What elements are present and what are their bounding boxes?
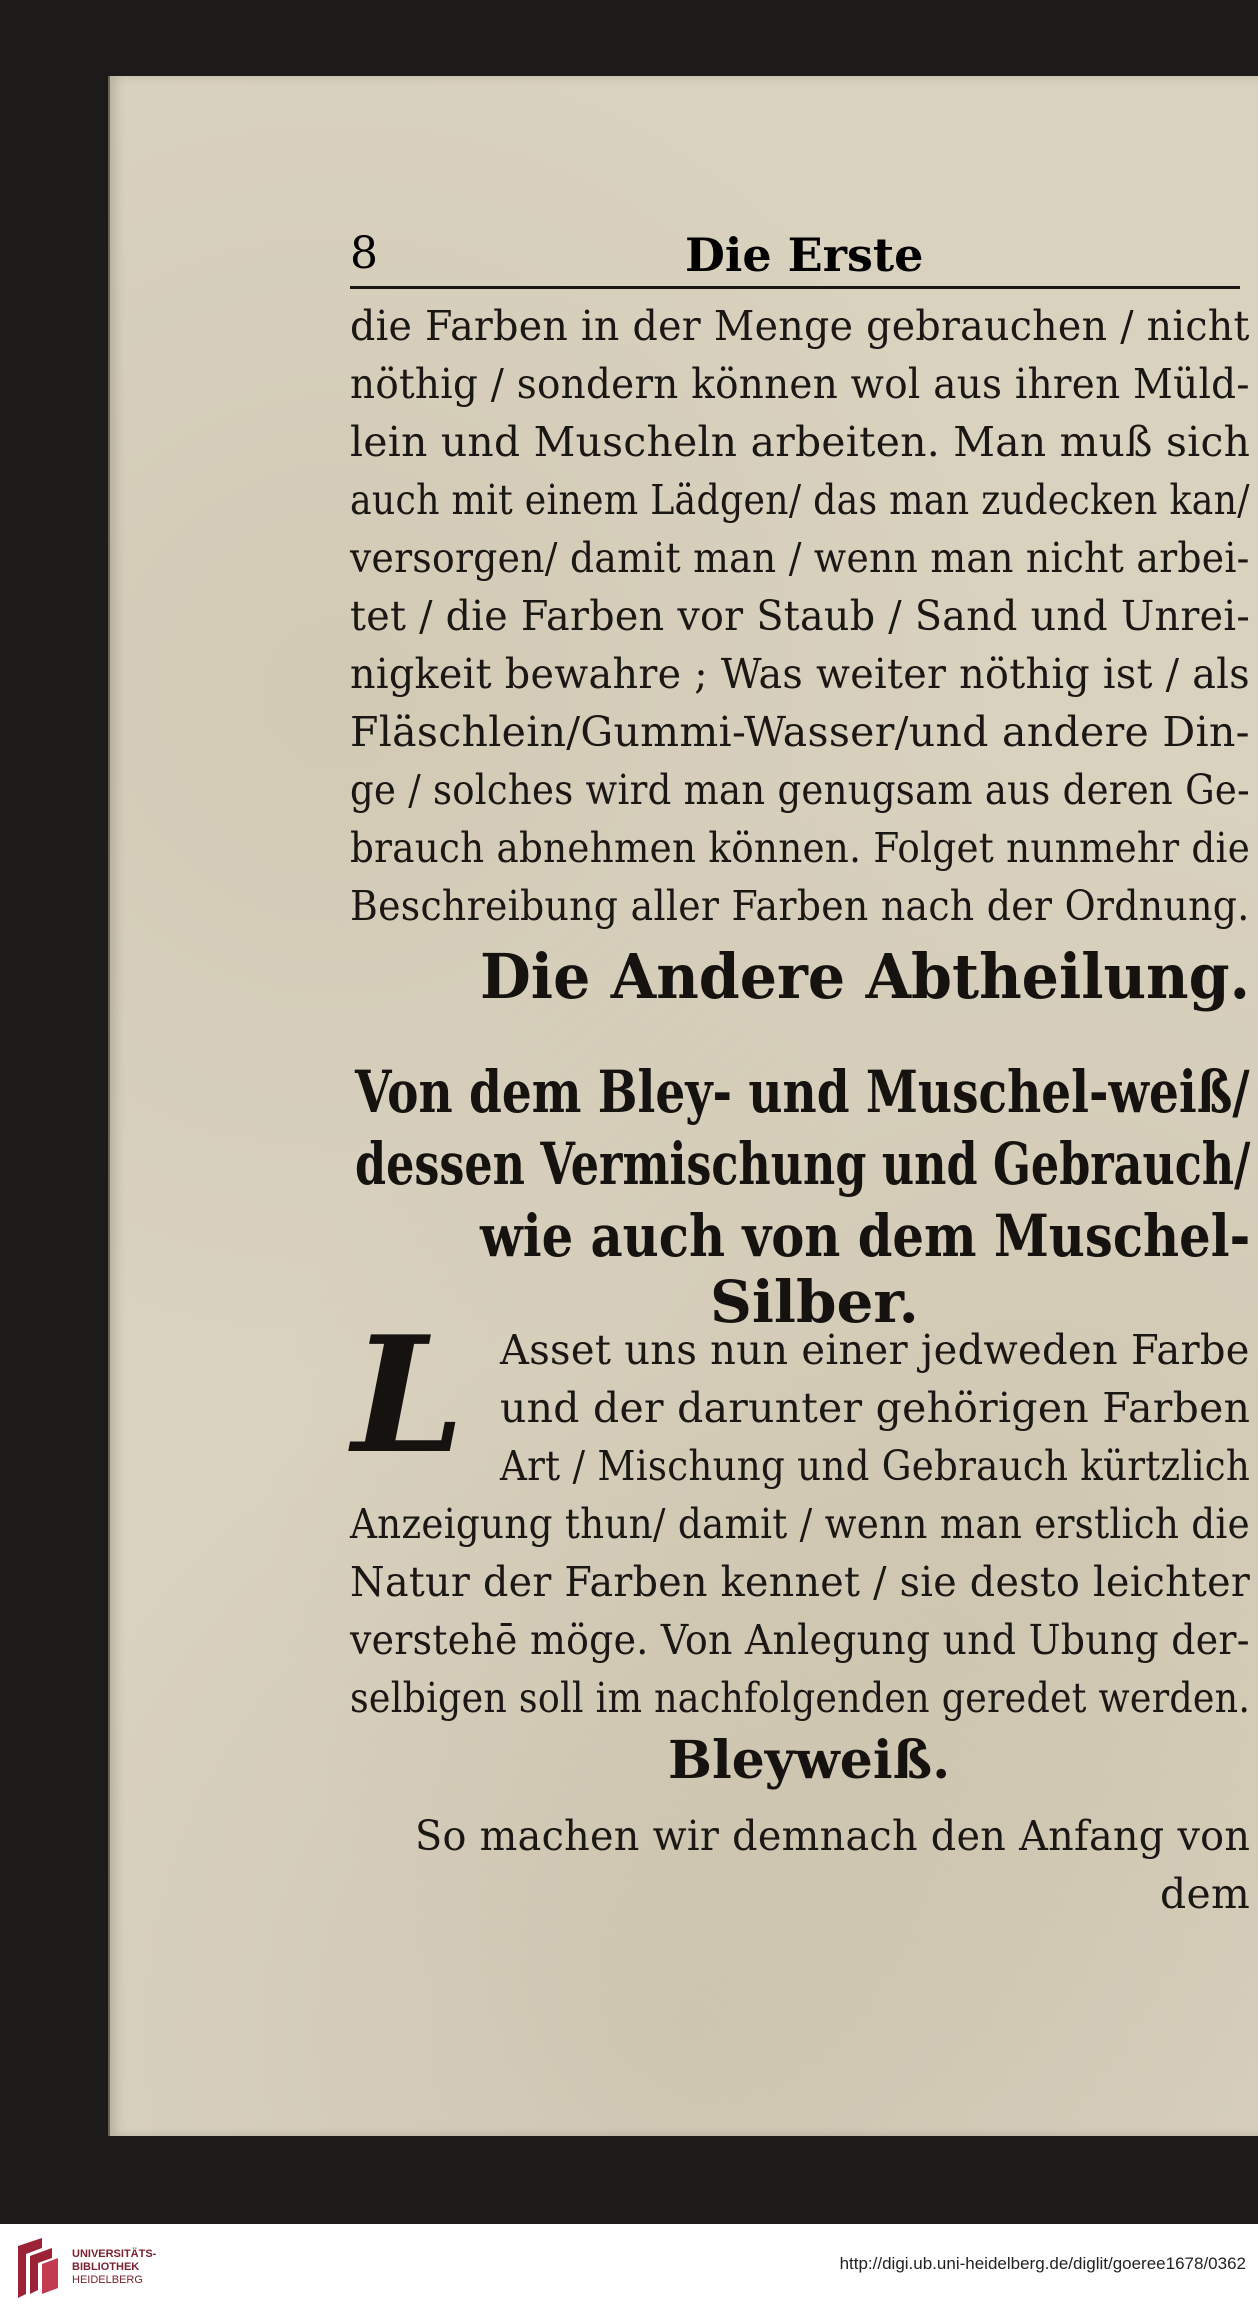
text-line: tet / die Farben vor Staub / Sand und Unrei- <box>350 592 1251 640</box>
page-number: 8 <box>350 228 378 279</box>
text-line: lein und Muscheln arbeiten. Man muß sich <box>350 418 1251 466</box>
header-rule <box>350 286 1240 289</box>
text-line: Fläschlein/Gummi-Wasser/und andere Din- <box>350 708 1250 756</box>
running-head: Die Erste <box>685 228 924 282</box>
library-name <box>72 2248 156 2287</box>
text-line: Anzeigung thun/ damit / wenn man erstlich die <box>350 1500 1250 1548</box>
text-line: verstehē möge. Von Anlegung und Ubung der- <box>350 1616 1250 1664</box>
section-heading: Die Andere Abtheilung. <box>480 940 1251 1013</box>
page-header <box>350 228 1250 288</box>
text-line: auch mit einem Lädgen/ das man zudecken kan/ <box>350 476 1250 524</box>
chapter-heading-line: wie auch von dem Muschel- <box>480 1202 1251 1270</box>
text-line: Art / Mischung und Gebrauch kürtzlich <box>500 1442 1251 1490</box>
text-line: nöthig / sondern können wol aus ihren Müld- <box>350 360 1250 408</box>
text-line: die Farben in der Menge gebrauchen / nicht <box>350 302 1250 350</box>
text-line: Beschreibung aller Farben nach der Ordnung. <box>350 882 1250 930</box>
text-line: versorgen/ damit man / wenn man nicht arbei- <box>350 534 1250 582</box>
text-line: ge / solches wird man genugsam aus deren Ge- <box>350 766 1250 814</box>
text-line: selbigen soll im nachfolgenden geredet werden. <box>350 1674 1251 1722</box>
library-logo-icon <box>12 2236 62 2302</box>
text-line: So machen wir demnach den Anfang von <box>415 1812 1251 1860</box>
text-line: nigkeit bewahre ; Was weiter nöthig ist / als <box>350 650 1250 698</box>
text-line: brauch abnehmen können. Folget nunmehr die <box>350 824 1251 872</box>
text-line: und der darunter gehörigen Farben <box>500 1384 1251 1432</box>
source-url[interactable]: http://digi.ub.uni-heidelberg.de/diglit/goeree1678/0362 <box>839 2254 1246 2273</box>
text-line: Asset uns nun einer jedweden Farbe <box>500 1326 1250 1374</box>
library-name-line: UNIVERSITÄTS- <box>72 2248 157 2260</box>
subheading: Bleyweiß. <box>668 1730 951 1791</box>
library-name-line: BIBLIOTHEK <box>72 2261 140 2273</box>
footer-bar <box>0 2224 1258 2316</box>
chapter-heading-line: dessen Vermischung und Gebrauch/ <box>355 1130 1251 1198</box>
chapter-heading-line: Von dem Bley- und Muschel-weiß/ <box>355 1058 1250 1126</box>
drop-cap: L <box>352 1301 465 1489</box>
catchword: dem <box>1160 1870 1251 1918</box>
library-name-line: HEIDELBERG <box>72 2274 143 2286</box>
chapter-heading-line: Silber. <box>710 1268 919 1336</box>
text-line: Natur der Farben kennet / sie desto leichter <box>350 1558 1251 1606</box>
